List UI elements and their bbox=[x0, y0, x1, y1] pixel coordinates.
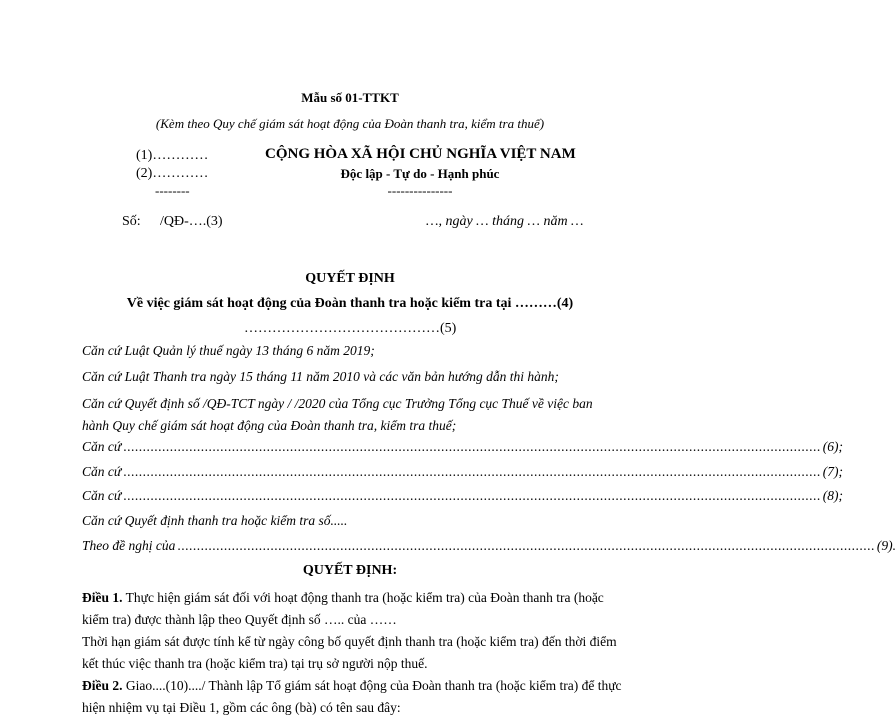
basis-row-label: Căn cứ bbox=[82, 439, 122, 454]
agency-line-1: (1)………… bbox=[136, 148, 209, 163]
basis-inspection-law: Căn cứ Luật Thanh tra ngày 15 tháng 11 năm 2010 và các văn bản hướng dẫn thi hành; bbox=[82, 369, 559, 384]
issuer-line: ……………………………………(5) bbox=[244, 321, 457, 336]
article-2 bbox=[82, 675, 622, 719]
decision-subject: Về việc giám sát hoạt động của Đoàn thanh tra hoặc kiểm tra tại ………(4) bbox=[126, 296, 574, 311]
form-number: Mẫu số 01-TTKT bbox=[301, 90, 399, 105]
basis-row-8 bbox=[82, 488, 843, 504]
decide-heading: QUYẾT ĐỊNH: bbox=[302, 563, 398, 578]
number-label: Số: bbox=[122, 214, 141, 229]
dotted-leader: .................................................................................................................................................................................... bbox=[123, 464, 821, 479]
agency-line-2: (2)………… bbox=[136, 166, 209, 181]
basis-row-7 bbox=[82, 464, 843, 480]
basis-row-note: (6); bbox=[822, 439, 843, 454]
country-name: CỘNG HÒA XÃ HỘI CHỦ NGHĨA VIỆT NAM bbox=[265, 146, 576, 162]
basis-decision: Căn cứ Quyết định thanh tra hoặc kiểm tra số..... bbox=[82, 513, 348, 528]
date-line: …, ngày … tháng … năm … bbox=[426, 214, 584, 229]
proposal-note: (9). bbox=[876, 538, 896, 553]
basis-row-label: Căn cứ bbox=[82, 464, 122, 479]
basis-tax-law: Căn cứ Luật Quản lý thuế ngày 13 tháng 6 năm 2019; bbox=[82, 343, 375, 358]
number-value: /QĐ-….(3) bbox=[160, 214, 223, 229]
basis-row-6 bbox=[82, 439, 843, 455]
dotted-leader: .................................................................................................................................................................................... bbox=[123, 488, 821, 503]
basis-row-label: Căn cứ bbox=[82, 488, 122, 503]
motto-divider: --------------- bbox=[387, 183, 453, 198]
dotted-leader: .................................................................................................................................................................................... bbox=[177, 538, 875, 553]
basis-row-note: (7); bbox=[822, 464, 843, 479]
article-2-text: Giao....(10)..../ Thành lập Tổ giám sát hoạt động của Đoàn thanh tra (hoặc kiểm tra) để thực hiện nhiệm vụ tại Điều 1, gồm các ông (bà) có tên sau đây: bbox=[82, 678, 622, 715]
proposal-label: Theo đề nghị của bbox=[82, 538, 176, 553]
basis-row-note: (8); bbox=[822, 488, 843, 503]
article-1-label: Điều 1. bbox=[82, 590, 123, 605]
article-1-period: Thời hạn giám sát được tính kể từ ngày công bố quyết định thanh tra (hoặc kiểm tra) đến thời điểm kết thúc việc thanh tra (hoặc kiểm tra) tại trụ sở người nộp thuế. bbox=[82, 634, 617, 671]
dotted-leader: .................................................................................................................................................................................... bbox=[123, 439, 821, 454]
agency-divider: -------- bbox=[155, 183, 190, 198]
article-2-label: Điều 2. bbox=[82, 678, 123, 693]
form-subtitle: (Kèm theo Quy chế giám sát hoạt động của Đoàn thanh tra, kiểm tra thuế) bbox=[155, 116, 545, 131]
article-1 bbox=[82, 587, 622, 631]
decision-heading: QUYẾT ĐỊNH bbox=[305, 271, 395, 286]
article-1-text: Thực hiện giám sát đối với hoạt động thanh tra (hoặc kiểm tra) của Đoàn thanh tra (hoặc kiểm tra) được thành lập theo Quyết định số ….. của …… bbox=[82, 590, 604, 627]
national-motto: Độc lập - Tự do - Hạnh phúc bbox=[340, 166, 500, 181]
proposal-row bbox=[82, 538, 896, 554]
basis-regulation: Căn cứ Quyết định số /QĐ-TCT ngày / /2020 của Tổng cục Trưởng Tổng cục Thuế về việc ban hành Quy chế giám sát hoạt động của Đoàn thanh tra, kiểm tra thuế; bbox=[82, 396, 593, 433]
